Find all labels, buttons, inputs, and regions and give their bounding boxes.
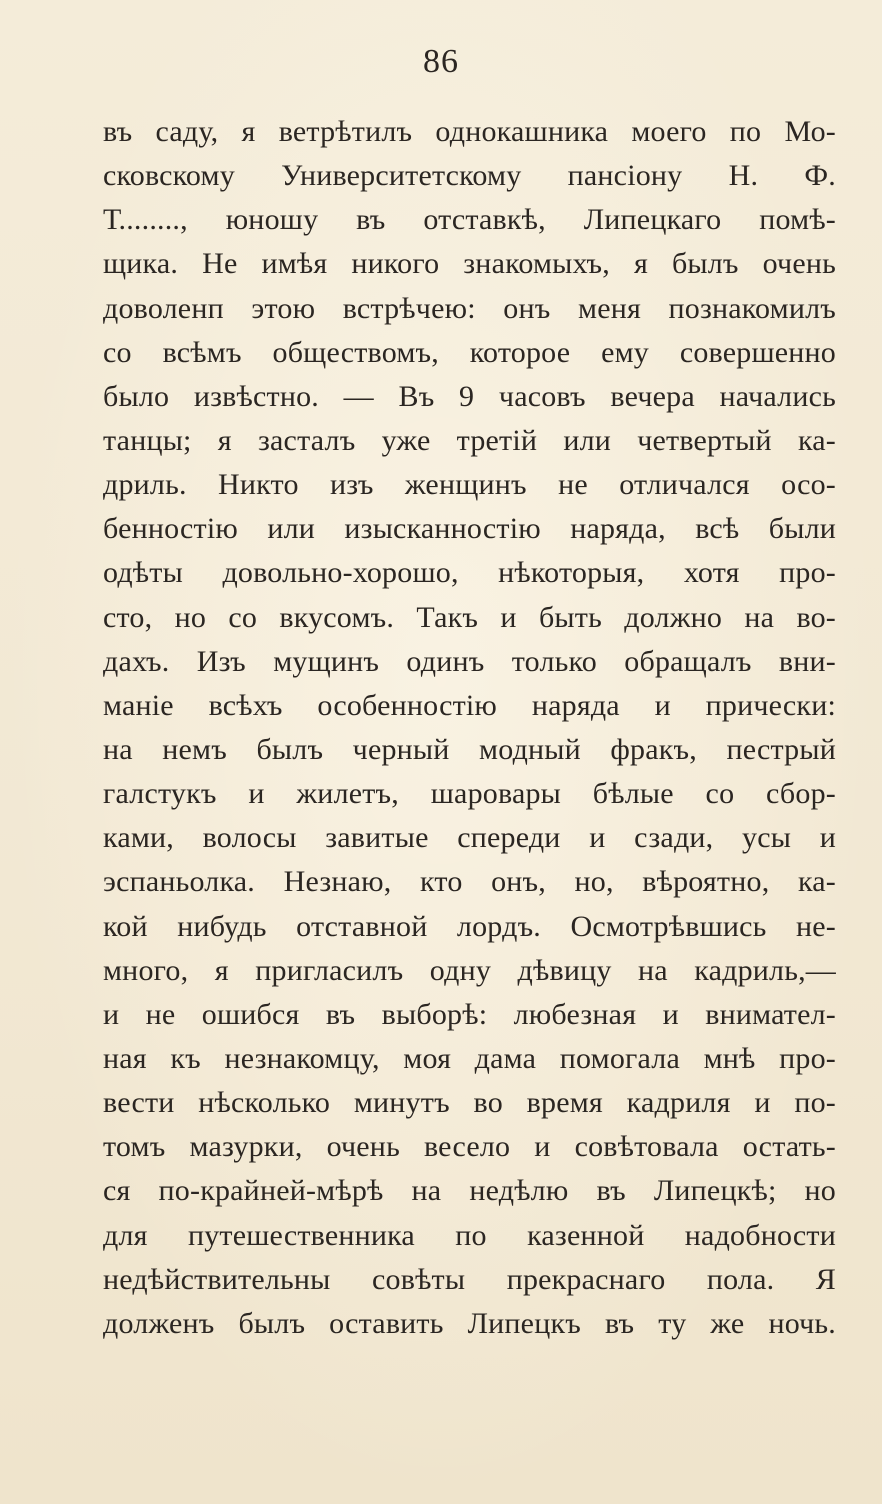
body-text (103, 110, 836, 1346)
text-line: маніе всѣхъ особенностію наряда и прически: (103, 688, 836, 722)
text-line: вести нѣсколько минутъ во время кадриля и по- (103, 1086, 836, 1120)
text-line: ся по-крайней-мѣрѣ на недѣлю въ Липецкѣ; но (103, 1174, 836, 1208)
text-line: на немъ былъ черный модный фракъ, пестрый (103, 732, 836, 766)
text-line: танцы; я засталъ уже третій или четвертый ка- (103, 423, 836, 457)
text-line: галстукъ и жилетъ, шаровары бѣлые со сбор- (103, 777, 836, 811)
text-line: со всѣмъ обществомъ, которое ему совершенно (103, 335, 836, 369)
text-line: для путешественника по казенной надобности (103, 1218, 836, 1252)
text-line: недѣйствительны совѣты прекраснаго пола. Я (103, 1262, 836, 1296)
text-line: бенностію или изысканностію наряда, всѣ были (103, 512, 836, 546)
page-number: 86 (423, 43, 459, 80)
text-line: ная къ незнакомцу, моя дама помогала мнѣ про- (103, 1041, 836, 1075)
text-line: было извѣстно. — Въ 9 часовъ вечера начались (103, 379, 836, 413)
text-line: сто, но со вкусомъ. Такъ и быть должно на во- (103, 600, 836, 634)
text-line: доволенп этою встрѣчею: онъ меня познакомилъ (103, 291, 836, 325)
text-line: въ саду, я ветрѣтилъ однокашника моего по Мо- (103, 115, 836, 148)
text-line: и не ошибся въ выборѣ: любезная и внимател- (103, 997, 836, 1031)
text-line: томъ мазурки, очень весело и совѣтовала остать- (103, 1130, 836, 1164)
text-line: щика. Не имѣя никого знакомыхъ, я былъ очень (103, 247, 836, 281)
text-line: одѣты довольно-хорошо, нѣкоторыя, хотя про- (103, 556, 836, 590)
text-line: кой нибудь отставной лордъ. Осмотрѣвшись не- (103, 909, 836, 943)
text-line: дахъ. Изъ мущинъ одинъ только обращалъ вни- (103, 644, 836, 678)
text-line: дриль. Никто изъ женщинъ не отличался осо- (103, 468, 836, 502)
text-line: много, я пригласилъ одну дѣвицу на кадриль,— (103, 953, 836, 987)
text-line: эспаньолка. Незнаю, кто онъ, но, вѣроятно, ка- (103, 865, 836, 899)
text-line: долженъ былъ оставить Липецкъ въ ту же ночь. (103, 1306, 836, 1340)
text-line: ками, волосы завитые спереди и сзади, усы и (103, 821, 836, 855)
text-line: сковскому Университетскому пансіону Н. Ф. (103, 159, 836, 193)
text-line: Т........, юношу въ отставкѣ, Липецкаго помѣ- (103, 203, 836, 237)
